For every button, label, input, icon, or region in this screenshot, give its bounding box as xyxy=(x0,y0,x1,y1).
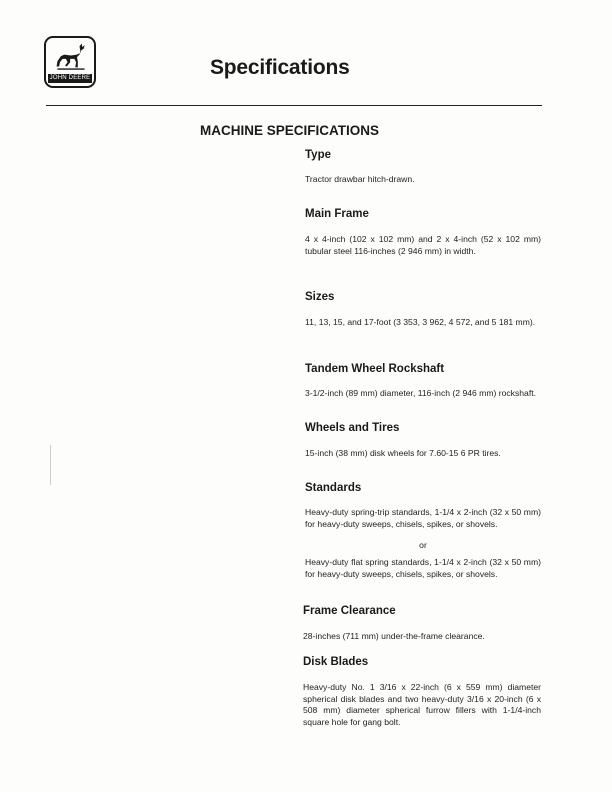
spec-heading-standards: Standards xyxy=(305,482,362,494)
spec-heading-frame-clearance: Frame Clearance xyxy=(303,605,396,617)
page-title: Specifications xyxy=(210,56,350,79)
spec-text-type: Tractor drawbar hitch-drawn. xyxy=(305,174,415,184)
spec-text-wheels-and-tires: 15-inch (38 mm) disk wheels for 7.60-15 6 PR tires. xyxy=(305,448,501,458)
spec-heading-wheels-and-tires: Wheels and Tires xyxy=(305,422,400,434)
spec-text-main-frame: 4 x 4-inch (102 x 102 mm) and 2 x 4-inch (52 x 102 mm) tubular steel 116-inches (2 946 mm) in width. xyxy=(305,234,541,256)
spec-heading-sizes: Sizes xyxy=(305,291,335,303)
logo-brand-text: JOHN DEERE xyxy=(49,75,91,81)
spec-heading-type: Type xyxy=(305,149,331,161)
spec-text-tandem-wheel-rockshaft: 3-1/2-inch (89 mm) diameter, 116-inch (2 946 mm) rockshaft. xyxy=(305,388,537,398)
spec-heading-tandem-wheel-rockshaft: Tandem Wheel Rockshaft xyxy=(305,363,445,375)
spec-text-standards-spring-trip: Heavy-duty spring-trip standards, 1-1/4 x 2-inch (32 x 50 mm) for heavy-duty sweeps, chisels, spikes, or shovels. xyxy=(305,507,541,529)
spec-text-sizes: 11, 13, 15, and 17-foot (3 353, 3 962, 4 572, and 5 181 mm). xyxy=(305,317,536,327)
spec-text-standards-flat-spring: Heavy-duty flat spring standards, 1-1/4 x 2-inch (32 x 50 mm) for heavy-duty sweeps, chisels, spikes, or shovels. xyxy=(305,557,541,579)
spec-heading-disk-blades: Disk Blades xyxy=(303,656,369,668)
spec-text-disk-blades: Heavy-duty No. 1 3/16 x 22-inch (6 x 559 mm) diameter spherical disk blades and two heavy-duty 3/16 x 20-inch (6 x 508 mm) diameter spherical furrow fillers with 1-1/4-inch square hole for gang bolt. xyxy=(303,682,541,727)
section-title: MACHINE SPECIFICATIONS xyxy=(200,123,380,138)
spec-heading-main-frame: Main Frame xyxy=(305,208,369,220)
spec-text-standards-or: or xyxy=(419,540,427,550)
spec-text-frame-clearance: 28-inches (711 mm) under-the-frame clearance. xyxy=(303,631,485,641)
